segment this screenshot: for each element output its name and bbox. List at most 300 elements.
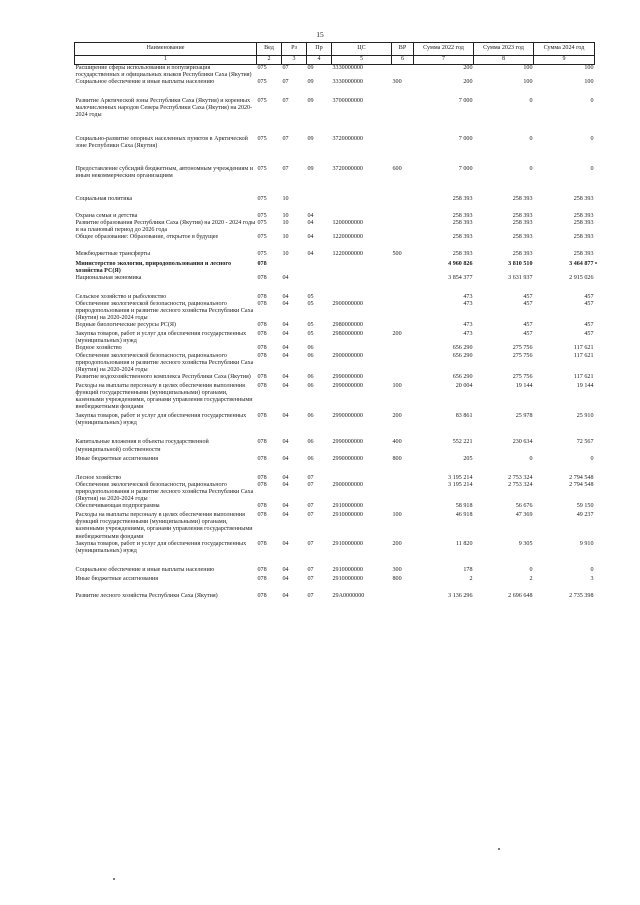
row-pr <box>307 261 332 275</box>
row-sum-2022: 258 393 <box>452 195 473 202</box>
table-row <box>75 456 595 475</box>
header-cs: ЦС <box>332 43 392 56</box>
row-rz: 04 <box>282 293 289 300</box>
row-sum-2024: 457 <box>584 293 594 300</box>
row-sum-2024: 258 393 <box>573 213 594 220</box>
row-sum-2024: 117 621 <box>573 373 594 380</box>
header-rz: Рз <box>282 43 307 56</box>
row-vr: 200 <box>392 331 402 338</box>
row-name: Развитие образования Республики Саха (Якутия) на 2020 - 2024 годы и на плановый период до 2026 года <box>75 220 256 234</box>
row-name: Национальная экономика <box>75 274 142 281</box>
row-name: Иные бюджетные ассигнования <box>75 455 159 462</box>
row-sum-2023: 2 <box>529 575 533 582</box>
row-ved: 075 <box>257 220 267 227</box>
row-ved: 078 <box>257 474 267 481</box>
row-sum-2024: 3 <box>590 575 594 582</box>
table-row <box>75 220 595 234</box>
row-sum-2023: 19 144 <box>515 382 533 389</box>
row-rz: 04 <box>282 503 289 510</box>
row-sum-2022: 258 393 <box>452 234 473 241</box>
header-sum-2024: Сумма 2024 год <box>534 43 595 56</box>
row-name: Сельское хозяйство и рыболовство <box>75 293 167 300</box>
row-name: Лесное хозяйство <box>75 474 122 481</box>
row-ved: 075 <box>257 251 267 258</box>
row-ved: 078 <box>257 382 267 389</box>
row-sum-2022: 473 <box>463 300 473 307</box>
row-sum-2023: 275 756 <box>512 345 533 352</box>
row-ved: 075 <box>257 213 267 220</box>
table-row <box>75 439 595 455</box>
row-sum-2023: 3 631 937 <box>508 274 533 281</box>
row-name: Обеспечение экологической безопасности, рационального природопользования и развитие лесного хозяйства Республики Саха (Якутия) на 2020-2024 годы <box>75 352 254 373</box>
row-pr: 09 <box>307 79 314 86</box>
row-vr <box>392 234 414 251</box>
row-sum-2024: 0 <box>590 165 594 172</box>
row-sum-2024: 25 910 <box>576 413 594 420</box>
row-ved: 078 <box>257 503 267 510</box>
table-row <box>75 79 595 98</box>
row-pr: 04 <box>307 234 314 241</box>
row-cs: 3720000000 <box>332 165 363 172</box>
row-sum-2024: 258 393 <box>573 251 594 258</box>
row-ved: 075 <box>257 79 267 86</box>
row-sum-2022: 656 290 <box>452 345 473 352</box>
row-sum-2023: 2 696 648 <box>508 592 533 599</box>
row-sum-2024: 2 794 548 <box>569 474 594 481</box>
row-rz: 04 <box>282 592 289 599</box>
row-name: Закупка товаров, работ и услуг для обеспечения государственных (муниципальных) нужд <box>75 331 247 345</box>
row-sum-2023: 457 <box>523 300 533 307</box>
header-row <box>75 43 595 56</box>
table-row <box>75 322 595 331</box>
table-row <box>75 567 595 576</box>
row-name: Обеспечивающая подпрограмма <box>75 503 160 510</box>
row-sum-2023: 275 756 <box>512 352 533 359</box>
row-name: Расходы на выплаты персоналу в целях обеспечения выполнения функций государственными (муниципальными) органами, казенными учреждениями, органами управления государственными внебюджетными фондами <box>75 382 253 411</box>
row-pr: 06 <box>307 439 314 446</box>
table-row <box>75 482 595 503</box>
row-sum-2023: 457 <box>523 331 533 338</box>
row-name: Социально-развитие опорных населенных пунктов в Арктической зоне Республики Саха (Якутия) <box>75 135 248 149</box>
row-vr <box>392 136 414 166</box>
row-rz: 04 <box>282 373 289 380</box>
row-ved: 078 <box>257 300 267 307</box>
row-vr <box>392 196 414 213</box>
row-sum-2024: 59 150 <box>576 503 594 510</box>
row-name: Социальное обеспечение и иные выплаты населению <box>75 566 215 573</box>
column-number: 3 <box>282 56 307 65</box>
row-sum-2022: 473 <box>463 322 473 329</box>
row-ved: 078 <box>257 322 267 329</box>
row-cs: 2990000000 <box>332 439 363 446</box>
row-ved: 078 <box>257 439 267 446</box>
row-ved: 078 <box>257 331 267 338</box>
row-ved: 075 <box>257 165 267 172</box>
row-name: Закупка товаров, работ и услуг для обеспечения государственных (муниципальных) нужд <box>75 413 247 427</box>
row-pr <box>307 196 332 213</box>
column-number: 9 <box>534 56 595 65</box>
row-ved: 078 <box>257 413 267 420</box>
row-sum-2023: 9 305 <box>518 540 533 547</box>
row-sum-2023: 258 393 <box>512 251 533 258</box>
row-pr: 07 <box>307 512 314 519</box>
row-pr <box>307 275 332 294</box>
row-sum-2022: 46 918 <box>455 512 473 519</box>
row-rz: 04 <box>282 474 289 481</box>
row-vr: 600 <box>392 165 402 172</box>
row-pr: 07 <box>307 503 314 510</box>
row-sum-2023: 258 393 <box>512 195 533 202</box>
row-vr <box>392 261 414 275</box>
row-ved: 078 <box>257 592 267 599</box>
header-name: Наименование <box>75 43 257 56</box>
row-sum-2024: 457 <box>584 300 594 307</box>
table-row <box>75 383 595 413</box>
row-sum-2022: 258 393 <box>452 213 473 220</box>
scan-speck <box>113 878 115 880</box>
row-cs: 2900000000 <box>332 300 363 307</box>
row-name: Предоставление субсидий бюджетным, автономным учреждениям и иным некоммерческим организациям <box>75 165 254 179</box>
row-name: Межбюджетные трансферты <box>75 251 151 258</box>
row-name: Общее образование: Образование, открытое в будущее <box>75 234 219 241</box>
row-sum-2024: 0 <box>590 566 594 573</box>
row-sum-2022: 3 195 214 <box>448 481 473 488</box>
row-rz: 04 <box>282 331 289 338</box>
row-sum-2022: 205 <box>463 455 473 462</box>
table-row <box>75 261 595 275</box>
row-sum-2024: 0 <box>590 455 594 462</box>
row-sum-2024: 457 <box>584 331 594 338</box>
row-rz: 07 <box>282 65 289 71</box>
row-cs: 2910000000 <box>332 575 363 582</box>
row-ved: 075 <box>257 98 267 105</box>
column-number: 1 <box>75 56 257 65</box>
row-rz: 10 <box>282 195 289 202</box>
row-sum-2024: 100 <box>584 79 594 86</box>
row-sum-2023: 25 978 <box>515 413 533 420</box>
row-ved: 078 <box>257 373 267 380</box>
row-ved: 075 <box>257 135 267 142</box>
row-name: Закупка товаров, работ и услуг для обеспечения государственных (муниципальных) нужд <box>75 540 247 554</box>
row-rz: 07 <box>282 165 289 172</box>
table-row <box>75 234 595 251</box>
table-row <box>75 345 595 352</box>
row-pr: 07 <box>307 481 314 488</box>
row-cs: 2990000000 <box>332 455 363 462</box>
row-pr: 07 <box>307 592 314 599</box>
row-pr: 04 <box>307 220 314 227</box>
row-cs: 3330000000 <box>332 79 363 86</box>
row-pr: 04 <box>307 251 314 258</box>
row-sum-2023: 0 <box>529 165 533 172</box>
row-pr: 06 <box>307 455 314 462</box>
row-pr: 07 <box>307 566 314 573</box>
row-rz: 07 <box>282 98 289 105</box>
row-vr: 400 <box>392 439 402 446</box>
row-rz: 04 <box>282 322 289 329</box>
row-cs: 2900000000 <box>332 481 363 488</box>
row-pr: 09 <box>307 135 314 142</box>
row-sum-2022: 552 221 <box>452 439 473 446</box>
row-sum-2024: 49 237 <box>576 512 594 519</box>
row-cs: 2980000000 <box>332 331 363 338</box>
row-sum-2022: 473 <box>463 331 473 338</box>
row-sum-2024: 117 621 <box>573 352 594 359</box>
row-cs: 1200000000 <box>332 220 363 227</box>
row-sum-2023: 457 <box>523 322 533 329</box>
row-rz: 10 <box>282 251 289 258</box>
row-cs: 2910000000 <box>332 512 363 519</box>
row-ved: 078 <box>257 575 267 582</box>
row-sum-2022: 7 000 <box>458 135 473 142</box>
row-rz: 04 <box>282 512 289 519</box>
row-sum-2023: 56 676 <box>515 503 533 510</box>
row-pr: 06 <box>307 382 314 389</box>
row-vr <box>392 475 414 482</box>
row-pr: 05 <box>307 331 314 338</box>
row-vr: 100 <box>392 382 402 389</box>
row-name: Капитальные вложения в объекты государственной (муниципальной) собственности <box>75 439 209 453</box>
row-cs: 1220000000 <box>332 251 363 258</box>
row-sum-2022: 258 393 <box>452 220 473 227</box>
row-sum-2022: 3 854 377 <box>448 274 473 281</box>
row-sum-2024: 457 <box>584 322 594 329</box>
row-ved: 075 <box>257 65 267 71</box>
row-sum-2024: 2 735 398 <box>569 592 594 599</box>
row-cs: 1220000000 <box>332 234 363 241</box>
row-name: Обеспечение экологической безопасности, рационального природопользования и развитие лесного хозяйства Республики Саха (Якутия) на 2020-2024 годы <box>75 481 254 503</box>
row-vr: 200 <box>392 413 402 420</box>
column-number: 6 <box>392 56 414 65</box>
row-ved: 078 <box>257 566 267 573</box>
row-sum-2022: 7 000 <box>458 98 473 105</box>
table-row <box>75 166 595 196</box>
row-pr: 06 <box>307 373 314 380</box>
row-sum-2023: 258 393 <box>512 220 533 227</box>
row-cs <box>332 213 392 220</box>
row-vr <box>392 374 414 383</box>
row-sum-2022: 656 290 <box>452 352 473 359</box>
row-vr <box>392 345 414 352</box>
row-sum-2022: 83 861 <box>455 413 473 420</box>
row-sum-2023: 230 634 <box>512 439 533 446</box>
row-sum-2024: 9 910 <box>579 540 594 547</box>
row-vr: 300 <box>392 79 402 86</box>
row-cs: 29А0000000 <box>332 592 365 599</box>
row-pr: 05 <box>307 293 314 300</box>
row-rz: 04 <box>282 566 289 573</box>
row-vr <box>392 593 414 600</box>
column-number-row <box>75 56 595 65</box>
scan-speck <box>595 262 597 264</box>
table-row <box>75 331 595 345</box>
row-cs: 2990000000 <box>332 373 363 380</box>
row-pr: 09 <box>307 65 314 71</box>
row-ved: 078 <box>257 481 267 488</box>
row-cs: 2910000000 <box>332 540 363 547</box>
table-row <box>75 541 595 567</box>
row-vr <box>392 98 414 135</box>
row-rz <box>282 261 307 275</box>
table-row <box>75 65 595 80</box>
table-row <box>75 196 595 213</box>
row-rz: 10 <box>282 213 289 220</box>
row-pr: 05 <box>307 322 314 329</box>
row-sum-2023: 275 756 <box>512 373 533 380</box>
table-row <box>75 275 595 294</box>
table-row <box>75 503 595 512</box>
row-pr: 04 <box>307 213 314 220</box>
row-cs: 3330000000 <box>332 65 363 71</box>
row-sum-2023: 100 <box>523 79 533 86</box>
column-number: 8 <box>474 56 534 65</box>
row-ved: 078 <box>257 540 267 547</box>
row-name: Охрана семьи и детства <box>75 213 138 220</box>
row-sum-2022: 3 195 214 <box>448 474 473 481</box>
row-cs: 2910000000 <box>332 566 363 573</box>
page-number: 15 <box>316 30 324 39</box>
column-number: 7 <box>414 56 474 65</box>
row-sum-2022: 3 136 296 <box>448 592 473 599</box>
row-name: Водное хозяйство <box>75 345 122 352</box>
row-sum-2024: 72 567 <box>576 439 594 446</box>
row-sum-2023: 2 753 324 <box>508 481 533 488</box>
row-cs: 3700000000 <box>332 98 363 105</box>
row-sum-2024: 258 393 <box>573 234 594 241</box>
row-sum-2023: 0 <box>529 98 533 105</box>
row-pr: 07 <box>307 540 314 547</box>
table-row <box>75 136 595 166</box>
row-sum-2023: 0 <box>529 455 533 462</box>
row-vr: 800 <box>392 575 402 582</box>
row-vr <box>392 213 414 220</box>
row-pr: 06 <box>307 352 314 359</box>
row-sum-2022: 656 290 <box>452 373 473 380</box>
row-cs: 3720000000 <box>332 135 363 142</box>
row-sum-2022: 2 <box>469 575 473 582</box>
row-vr <box>392 482 414 503</box>
row-sum-2024: 2 915 026 <box>569 274 594 281</box>
row-rz: 04 <box>282 481 289 488</box>
row-sum-2023: 0 <box>529 135 533 142</box>
row-rz: 04 <box>282 455 289 462</box>
row-vr: 800 <box>392 455 402 462</box>
table-row <box>75 301 595 322</box>
column-number: 5 <box>332 56 392 65</box>
row-sum-2022: 20 004 <box>455 382 473 389</box>
table-body <box>75 65 595 601</box>
row-rz: 04 <box>282 382 289 389</box>
row-sum-2024: 258 393 <box>573 220 594 227</box>
row-ved: 078 <box>257 293 267 300</box>
row-name: Министерство экологии, природопользования и лесного хозяйства РС(Я) <box>75 260 231 274</box>
header-ved: Вед <box>257 43 282 56</box>
row-sum-2023: 100 <box>523 65 533 71</box>
row-rz: 10 <box>282 234 289 241</box>
row-sum-2024: 258 393 <box>573 195 594 202</box>
row-sum-2022: 11 820 <box>455 540 473 547</box>
row-sum-2024: 19 144 <box>576 382 594 389</box>
row-name: Развитие лесного хозяйства Республики Саха (Якутия) <box>75 592 218 599</box>
table-row <box>75 413 595 439</box>
table-row <box>75 576 595 593</box>
row-vr <box>392 322 414 331</box>
row-name: Расширение сферы использования и популяризация государственных и официальных языков Республики Саха (Якутия) <box>75 65 252 79</box>
row-vr <box>392 301 414 322</box>
row-cs <box>332 294 392 301</box>
row-sum-2024: 0 <box>590 135 594 142</box>
column-number: 2 <box>257 56 282 65</box>
row-rz: 04 <box>282 352 289 359</box>
row-sum-2023: 258 393 <box>512 234 533 241</box>
row-cs <box>332 345 392 352</box>
row-sum-2024: 2 794 548 <box>569 481 594 488</box>
row-vr: 300 <box>392 566 402 573</box>
row-cs: 2980000000 <box>332 322 363 329</box>
row-name: Развитие Арктической зоны Республики Саха (Якутия) и коренных малочисленных народов Севера Республики Саха (Якутия) на 2020-2024 годы <box>75 98 253 119</box>
row-cs <box>332 275 392 294</box>
row-rz: 04 <box>282 300 289 307</box>
row-name: Водные биологические ресурсы РС(Я) <box>75 322 176 329</box>
row-pr: 09 <box>307 98 314 105</box>
header-vr: ВР <box>392 43 414 56</box>
row-cs: 2990000000 <box>332 413 363 420</box>
row-vr <box>392 353 414 374</box>
budget-table <box>74 42 595 600</box>
row-sum-2022: 200 <box>463 65 473 71</box>
row-vr <box>392 294 414 301</box>
row-sum-2024: 3 464 877 <box>569 260 594 267</box>
row-ved: 078 <box>257 352 267 359</box>
table-row <box>75 98 595 135</box>
table-row <box>75 353 595 374</box>
row-sum-2023: 0 <box>529 566 533 573</box>
row-pr: 07 <box>307 474 314 481</box>
row-sum-2022: 7 000 <box>458 165 473 172</box>
row-sum-2023: 457 <box>523 293 533 300</box>
row-name: Развитие водохозяйственного комплекса Республики Саха (Якутия) <box>75 373 251 380</box>
row-sum-2022: 4 960 826 <box>448 260 473 267</box>
row-pr: 06 <box>307 345 314 352</box>
row-ved: 075 <box>257 234 267 241</box>
row-vr <box>392 275 414 294</box>
row-sum-2022: 200 <box>463 79 473 86</box>
row-vr: 100 <box>392 512 402 519</box>
row-vr <box>392 220 414 234</box>
table-row <box>75 374 595 383</box>
table-row <box>75 593 595 600</box>
table-row <box>75 475 595 482</box>
row-cs: 2910000000 <box>332 503 363 510</box>
row-rz: 04 <box>282 439 289 446</box>
row-cs <box>332 261 392 275</box>
row-vr <box>392 503 414 512</box>
row-cs: 2900000000 <box>332 352 363 359</box>
row-rz: 07 <box>282 79 289 86</box>
row-rz: 04 <box>282 274 289 281</box>
row-rz: 07 <box>282 135 289 142</box>
header-sum-2023: Сумма 2023 год <box>474 43 534 56</box>
row-sum-2023: 47 369 <box>515 512 533 519</box>
row-vr: 500 <box>392 251 402 258</box>
row-name: Социальная политика <box>75 195 133 202</box>
row-rz: 04 <box>282 345 289 352</box>
table-row <box>75 251 595 260</box>
table-row <box>75 512 595 540</box>
row-sum-2022: 258 393 <box>452 251 473 258</box>
row-pr: 07 <box>307 575 314 582</box>
row-ved: 078 <box>257 345 267 352</box>
